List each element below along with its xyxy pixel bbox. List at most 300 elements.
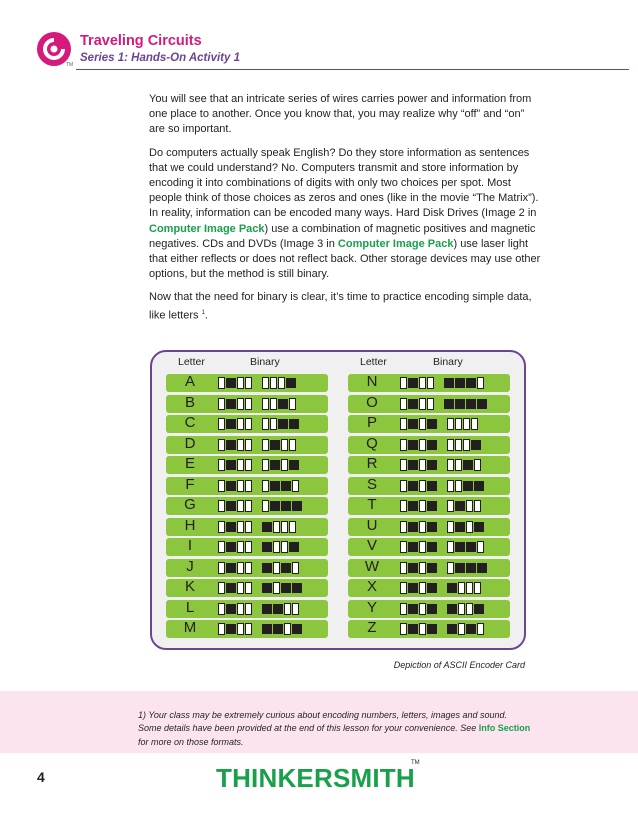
open-rectangle-bit [419,541,426,553]
info-section-link[interactable]: Info Section [478,723,531,734]
encoder-row-a [166,374,328,392]
encoder-letter: J [186,557,194,575]
encoder-letter: X [366,578,377,595]
open-rectangle-bit [237,418,244,430]
open-rectangle-bit [474,582,481,594]
binary-code [400,376,485,390]
filled-square-bit [226,399,236,409]
filled-square-bit [455,542,465,552]
binary-code [400,479,485,493]
encoder-letter: V [366,537,377,554]
paragraph-2-part-b: ) use a combination of magnetic positives and magnetic negatives. CDs and DVDs (Image 3 in [149,222,536,250]
filled-square-bit [408,501,418,511]
footnote-marker: 1 [201,309,205,316]
filled-square-bit [226,501,236,511]
filled-square-bit [444,378,454,388]
open-rectangle-bit [218,418,225,430]
binary-code [400,581,482,595]
open-rectangle-bit [292,480,299,492]
open-rectangle-bit [245,439,252,451]
left-letter-heading: Letter [178,356,205,368]
binary-code [218,622,303,636]
open-rectangle-bit [447,500,454,512]
encoder-letter: W [364,557,380,575]
open-rectangle-bit [447,541,454,553]
open-rectangle-bit [419,623,426,635]
open-rectangle-bit [474,500,481,512]
filled-square-bit [226,460,236,470]
open-rectangle-bit [245,521,252,533]
open-rectangle-bit [281,541,288,553]
filled-square-bit [262,604,272,614]
filled-square-bit [226,419,236,429]
binary-code [218,540,300,554]
binary-code [218,602,300,616]
filled-square-bit [455,501,465,511]
open-rectangle-bit [400,521,407,533]
filled-square-bit [447,624,457,634]
open-rectangle-bit [455,418,462,430]
paragraph-3-text: Now that the need for binary is clear, it’s time to practice encoding simple data, like letters [149,291,532,322]
encoder-row-r [348,456,510,474]
open-rectangle-bit [447,418,454,430]
filled-square-bit [427,583,437,593]
open-rectangle-bit [466,521,473,533]
encoder-letter: A [184,373,195,390]
card-caption: Depiction of ASCII Encoder Card [393,660,525,670]
encoder-letter: O [366,393,378,411]
filled-square-bit [427,460,437,470]
open-rectangle-bit [419,603,426,615]
filled-square-bit [466,378,476,388]
open-rectangle-bit [455,480,462,492]
binary-code [400,520,485,534]
open-rectangle-bit [400,582,407,594]
encoder-row-u [348,518,510,536]
open-rectangle-bit [237,582,244,594]
footnote [138,709,533,749]
open-rectangle-bit [245,398,252,410]
encoder-row-x [348,579,510,597]
encoder-letter: B [184,393,195,411]
open-rectangle-bit [427,398,434,410]
filled-square-bit [262,624,272,634]
filled-square-bit [477,563,487,573]
binary-code [218,581,303,595]
open-rectangle-bit [270,418,277,430]
filled-square-bit [270,440,280,450]
filled-square-bit [427,542,437,552]
filled-square-bit [455,522,465,532]
open-rectangle-bit [218,500,225,512]
open-rectangle-bit [281,459,288,471]
open-rectangle-bit [466,582,473,594]
open-rectangle-bit [281,439,288,451]
open-rectangle-bit [447,562,454,574]
open-rectangle-bit [262,480,269,492]
filled-square-bit [408,419,418,429]
binary-code [400,417,479,431]
open-rectangle-bit [477,623,484,635]
open-rectangle-bit [455,459,462,471]
filled-square-bit [281,583,291,593]
open-rectangle-bit [400,603,407,615]
open-rectangle-bit [245,459,252,471]
encoder-letter: U [366,516,378,534]
filled-square-bit [226,440,236,450]
binary-code [218,417,300,431]
encoder-row-o [348,395,510,413]
encoder-row-p [348,415,510,433]
binary-code [400,540,485,554]
filled-square-bit [281,501,291,511]
open-rectangle-bit [218,480,225,492]
open-rectangle-bit [400,418,407,430]
open-rectangle-bit [458,623,465,635]
open-rectangle-bit [400,541,407,553]
binary-code [218,376,297,390]
open-rectangle-bit [477,541,484,553]
filled-square-bit [455,378,465,388]
binary-code [400,602,485,616]
filled-square-bit [281,481,291,491]
filled-square-bit [455,399,465,409]
open-rectangle-bit [289,398,296,410]
filled-square-bit [270,460,280,470]
open-rectangle-bit [218,398,225,410]
open-rectangle-bit [419,459,426,471]
binary-code [400,438,482,452]
open-rectangle-bit [463,418,470,430]
filled-square-bit [262,563,272,573]
open-rectangle-bit [273,521,280,533]
filled-square-bit [427,440,437,450]
filled-square-bit [408,399,418,409]
open-rectangle-bit [477,377,484,389]
binary-code [218,438,297,452]
encoder-row-j [166,559,328,577]
filled-square-bit [474,522,484,532]
open-rectangle-bit [245,418,252,430]
filled-square-bit [427,501,437,511]
open-rectangle-bit [245,562,252,574]
open-rectangle-bit [419,398,426,410]
open-rectangle-bit [245,541,252,553]
open-rectangle-bit [245,582,252,594]
encoder-letter: E [184,455,195,472]
encoder-letter: L [185,598,195,616]
encoder-row-d [166,436,328,454]
filled-square-bit [289,460,299,470]
open-rectangle-bit [218,562,225,574]
filled-square-bit [427,563,437,573]
open-rectangle-bit [218,603,225,615]
open-rectangle-bit [262,500,269,512]
open-rectangle-bit [458,582,465,594]
footnote-text-a: 1) Your class may be extremely curious about encoding numbers, letters, images and sound. Some details have been provided at the end of this lesson for your convenience. See [138,710,508,734]
open-rectangle-bit [289,521,296,533]
filled-square-bit [289,542,299,552]
open-rectangle-bit [463,439,470,451]
open-rectangle-bit [400,623,407,635]
header-rule [76,69,629,70]
encoder-letter: S [366,475,377,493]
encoder-row-w [348,559,510,577]
encoder-row-n [348,374,510,392]
filled-square-bit [427,604,437,614]
open-rectangle-bit [218,377,225,389]
filled-square-bit [408,378,418,388]
open-rectangle-bit [262,418,269,430]
binary-code [400,397,488,411]
encoder-letter: H [184,516,196,534]
binary-code [400,561,488,575]
open-rectangle-bit [270,398,277,410]
paragraph-3 [149,290,541,323]
open-rectangle-bit [419,582,426,594]
right-binary-heading: Binary [433,356,463,368]
open-rectangle-bit [237,500,244,512]
open-rectangle-bit [419,562,426,574]
lesson-text [149,92,541,332]
open-rectangle-bit [292,562,299,574]
paragraph-3-end: . [204,309,208,322]
filled-square-bit [286,378,296,388]
encoder-letter: K [184,578,195,595]
open-rectangle-bit [400,377,407,389]
open-rectangle-bit [218,582,225,594]
filled-square-bit [471,440,481,450]
open-rectangle-bit [419,377,426,389]
open-rectangle-bit [245,377,252,389]
open-rectangle-bit [289,439,296,451]
filled-square-bit [226,542,236,552]
binary-code [218,479,300,493]
filled-square-bit [466,624,476,634]
filled-square-bit [474,481,484,491]
brand-trademark: TM [411,760,420,766]
filled-square-bit [447,583,457,593]
filled-square-bit [262,522,272,532]
encoder-row-i [166,538,328,556]
filled-square-bit [273,604,283,614]
open-rectangle-bit [273,582,280,594]
open-rectangle-bit [262,398,269,410]
filled-square-bit [466,399,476,409]
open-rectangle-bit [419,418,426,430]
open-rectangle-bit [447,439,454,451]
activity-subtitle: Series 1: Hands-On Activity 1 [80,52,240,64]
filled-square-bit [289,419,299,429]
filled-square-bit [444,399,454,409]
filled-square-bit [427,481,437,491]
filled-square-bit [427,522,437,532]
encoder-row-k [166,579,328,597]
right-letter-heading: Letter [360,356,387,368]
filled-square-bit [278,399,288,409]
series-title: Traveling Circuits [80,33,202,49]
open-rectangle-bit [400,480,407,492]
filled-square-bit [463,460,473,470]
open-rectangle-bit [292,603,299,615]
open-rectangle-bit [455,439,462,451]
open-rectangle-bit [270,377,277,389]
filled-square-bit [270,481,280,491]
open-rectangle-bit [237,541,244,553]
filled-square-bit [427,419,437,429]
open-rectangle-bit [218,521,225,533]
filled-square-bit [477,399,487,409]
thinkersmith-logo: THINKERSMITH [216,763,415,793]
encoder-row-m [166,620,328,638]
open-rectangle-bit [245,623,252,635]
open-rectangle-bit [466,500,473,512]
binary-code [218,397,297,411]
left-binary-heading: Binary [250,356,280,368]
encoder-letter: Y [366,598,377,616]
open-rectangle-bit [218,459,225,471]
open-rectangle-bit [400,459,407,471]
encoder-row-f [166,477,328,495]
encoder-row-e [166,456,328,474]
encoder-letter: R [366,455,378,472]
filled-square-bit [408,522,418,532]
footnote-text-b: for more on those formats. [138,736,244,747]
open-rectangle-bit [284,623,291,635]
binary-code [400,458,482,472]
encoder-row-s [348,477,510,495]
open-rectangle-bit [474,459,481,471]
encoder-row-l [166,600,328,618]
filled-square-bit [226,563,236,573]
open-rectangle-bit [218,541,225,553]
open-rectangle-bit [245,603,252,615]
open-rectangle-bit [237,521,244,533]
open-rectangle-bit [400,562,407,574]
computer-image-pack-link-2[interactable]: Computer Image Pack [337,237,454,250]
binary-code [400,499,482,513]
encoder-row-y [348,600,510,618]
open-rectangle-bit [245,480,252,492]
filled-square-bit [427,624,437,634]
filled-square-bit [226,378,236,388]
encoder-row-q [348,436,510,454]
encoder-letter: Z [367,619,377,636]
filled-square-bit [292,624,302,634]
logo-trademark: TM [66,62,74,68]
open-rectangle-bit [237,377,244,389]
filled-square-bit [278,419,288,429]
open-rectangle-bit [466,603,473,615]
open-rectangle-bit [273,541,280,553]
encoder-letter: N [366,373,378,390]
binary-code [218,520,297,534]
open-rectangle-bit [400,398,407,410]
filled-square-bit [226,481,236,491]
binary-code [218,561,300,575]
open-rectangle-bit [419,480,426,492]
open-rectangle-bit [278,377,285,389]
open-rectangle-bit [237,439,244,451]
encoder-letter: T [367,496,377,513]
filled-square-bit [466,542,476,552]
binary-code [400,622,485,636]
filled-square-bit [463,481,473,491]
open-rectangle-bit [245,500,252,512]
binary-code [218,458,300,472]
filled-square-bit [408,583,418,593]
open-rectangle-bit [237,480,244,492]
filled-square-bit [408,624,418,634]
open-rectangle-bit [262,439,269,451]
filled-square-bit [270,501,280,511]
encoder-letter: D [184,434,196,452]
encoder-row-h [166,518,328,536]
filled-square-bit [408,604,418,614]
filled-square-bit [292,583,302,593]
open-rectangle-bit [237,562,244,574]
paragraph-2 [149,146,541,283]
open-rectangle-bit [419,439,426,451]
filled-square-bit [262,542,272,552]
encoder-letter: C [184,414,196,431]
open-rectangle-bit [237,603,244,615]
paragraph-2-part-c: ) use laser light that either reflects or does not reflect back. Other storage devices may use other options, but the method is still binary. [149,237,541,281]
open-rectangle-bit [427,377,434,389]
encoder-letter: P [366,414,377,431]
encoder-row-v [348,538,510,556]
encoder-row-b [166,395,328,413]
paragraph-1: You will see that an intricate series of wires carries power and information from one place to another. Once you know that, you may realize why “off” and “on” are so important. [149,93,532,136]
filled-square-bit [455,563,465,573]
encoder-letter: Q [366,434,378,452]
encoder-letter: F [185,475,195,493]
open-rectangle-bit [447,480,454,492]
open-rectangle-bit [447,459,454,471]
filled-square-bit [474,604,484,614]
open-rectangle-bit [284,603,291,615]
filled-square-bit [226,522,236,532]
encoder-letter: M [183,619,197,636]
open-rectangle-bit [218,439,225,451]
filled-square-bit [447,604,457,614]
open-rectangle-bit [400,500,407,512]
encoder-letter: G [184,496,196,513]
open-rectangle-bit [237,623,244,635]
filled-square-bit [226,624,236,634]
encoder-letter: I [187,537,193,554]
filled-square-bit [226,583,236,593]
open-rectangle-bit [218,623,225,635]
filled-square-bit [408,542,418,552]
open-rectangle-bit [237,398,244,410]
encoder-row-c [166,415,328,433]
computer-image-pack-link-1[interactable]: Computer Image Pack [149,222,265,235]
open-rectangle-bit [262,459,269,471]
filled-square-bit [408,440,418,450]
open-rectangle-bit [400,439,407,451]
filled-square-bit [408,481,418,491]
filled-square-bit [262,583,272,593]
open-rectangle-bit [419,500,426,512]
open-rectangle-bit [458,603,465,615]
paragraph-2-part-a: Do computers actually speak English? Do they store information as sentences that we could understand? No. Computers transmit and store information by encoding it into combinations of digits with only two choices per spot. Most people think of those choices as zeros and ones (like in the movie “The Matrix”). In reality, information can be encoded many ways. Hard Disk Drives (Image 2 in [149,146,539,220]
open-rectangle-bit [447,521,454,533]
open-rectangle-bit [471,418,478,430]
encoder-row-t [348,497,510,515]
open-rectangle-bit [262,377,269,389]
open-rectangle-bit [273,562,280,574]
